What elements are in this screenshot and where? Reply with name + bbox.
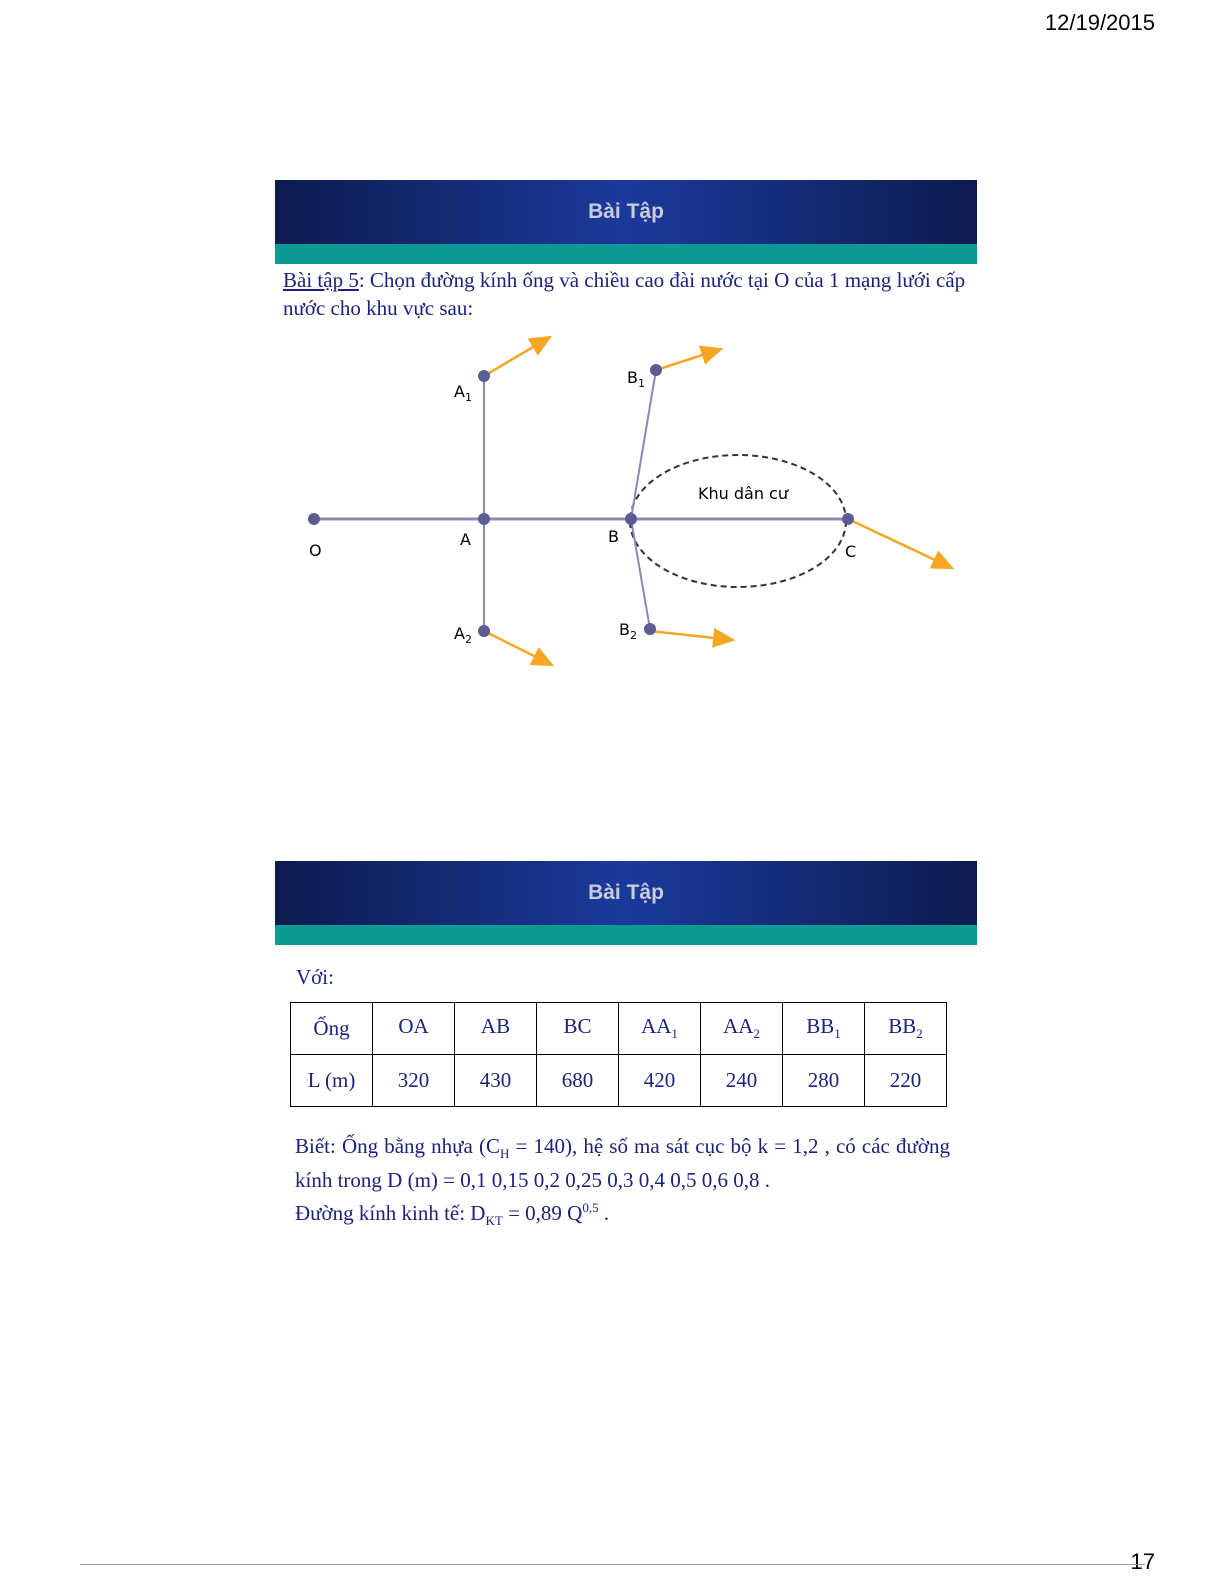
node-a1	[478, 370, 490, 382]
pipe-name-cell: AB	[455, 1003, 537, 1055]
length-cell: 280	[783, 1055, 865, 1107]
pipe-bb1	[631, 370, 656, 519]
exercise-body: : Chọn đường kính ống và chiều cao đài nước tại O của 1 mạng lưới cấp nước cho khu vực sau:	[283, 268, 966, 320]
label-c: C	[845, 542, 857, 561]
slide2-header	[275, 861, 977, 945]
table-row	[291, 1055, 947, 1107]
exercise-text	[283, 266, 973, 322]
node-a2	[478, 625, 490, 637]
length-cell: 240	[701, 1055, 783, 1107]
label-b1: $B_1$	[627, 368, 645, 390]
length-cell: 420	[619, 1055, 701, 1107]
node-b2	[644, 623, 656, 635]
length-cell: 320	[373, 1055, 455, 1107]
slide1-header	[275, 180, 977, 264]
length-cell: 220	[865, 1055, 947, 1107]
footer-divider	[80, 1564, 1145, 1565]
label-a2: $A_2$	[454, 624, 472, 646]
pipe-name-cell: $BB_1$	[783, 1003, 865, 1055]
table-header-cell: Ống	[291, 1003, 373, 1055]
node-b	[625, 513, 637, 525]
pipe-name-cell: $AA_2$	[701, 1003, 783, 1055]
table-row	[291, 1003, 947, 1055]
with-label: Với:	[296, 965, 334, 989]
table-header-cell: L (m)	[291, 1055, 373, 1107]
outflow-arrow-a2	[484, 631, 552, 665]
problem-note: Biết: Ống bằng nhựa $(C_H = 140)$, hệ số ma sát cục bộ k = 1,2 , có các đường kính trong D (m) = 0,1 0,15 0,2 0,25 0,3 0,4 0,5 0,6 0,8 . Đường kính kinh tế: $D_{KT} = 0,89$ Q$^{0,5}$ .	[295, 1134, 950, 1229]
slide2-title: Bài Tập	[588, 881, 664, 904]
label-a: A	[460, 530, 471, 549]
node-o	[308, 513, 320, 525]
node-c	[842, 513, 854, 525]
label-a1: $A_1$	[454, 382, 472, 404]
label-b2: $B_2$	[619, 620, 637, 642]
pipe-length-table	[290, 1002, 947, 1107]
pipe-bb2	[631, 519, 650, 629]
pipe-name-cell: BC	[537, 1003, 619, 1055]
pipe-name-cell: $AA_1$	[619, 1003, 701, 1055]
residential-zone	[630, 455, 846, 587]
node-a	[478, 513, 490, 525]
slide2-teal-stripe	[275, 925, 977, 945]
slide1-title: Bài Tập	[588, 200, 664, 223]
outflow-arrow-b2	[650, 631, 733, 640]
length-cell: 430	[455, 1055, 537, 1107]
label-b: B	[608, 527, 619, 546]
exercise-label: Bài tập 5	[283, 268, 359, 292]
network-diagram	[290, 325, 970, 675]
pipe-name-cell: $BB_2$	[865, 1003, 947, 1055]
outflow-arrow-c	[848, 519, 952, 568]
page-number: 17	[1130, 1549, 1155, 1574]
date: 12/19/2015	[1044, 10, 1155, 35]
length-cell: 680	[537, 1055, 619, 1107]
label-o: O	[309, 541, 322, 560]
pipe-name-cell: OA	[373, 1003, 455, 1055]
node-b1	[650, 364, 662, 376]
zone-label: Khu dân cư	[698, 484, 788, 503]
slide1-teal-stripe	[275, 244, 977, 264]
outflow-arrow-b1	[656, 349, 721, 370]
outflow-arrow-a1	[484, 337, 550, 376]
